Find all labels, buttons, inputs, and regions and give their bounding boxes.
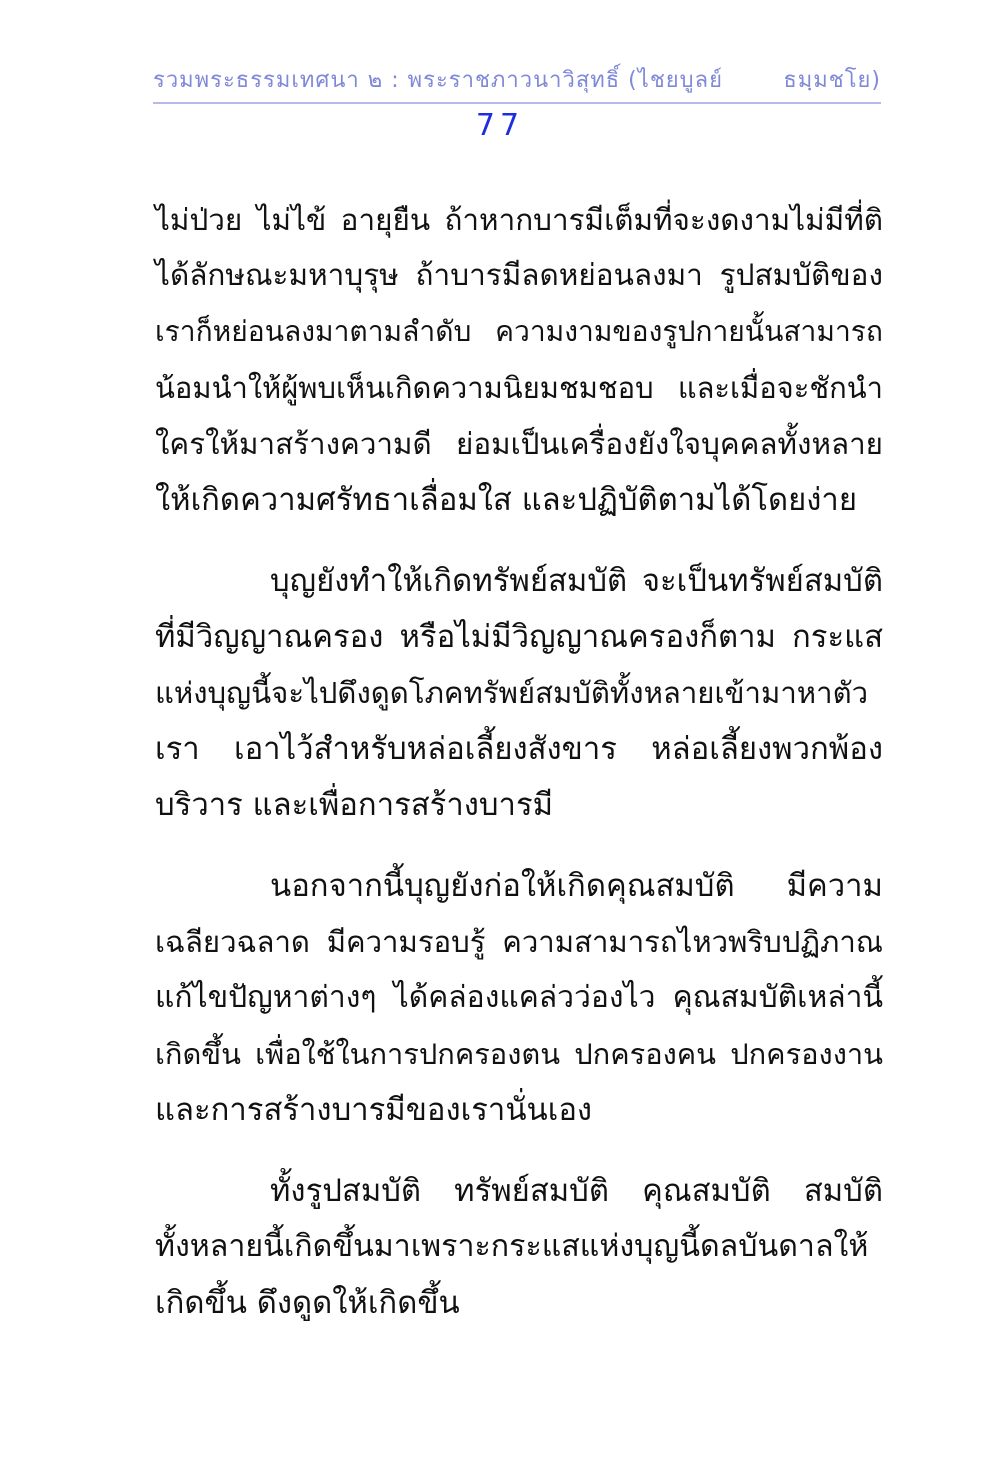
text-line: แก้ไขปัญหาต่างๆ ได้คล่องแคล่วว่องไว คุณสมบัติเหล่านี้	[155, 980, 883, 1015]
text-line: บุญยังทำให้เกิดทรัพย์สมบัติ จะเป็นทรัพย์สมบัติ	[270, 563, 883, 599]
body-text	[155, 192, 883, 1331]
page-number: 77	[475, 108, 525, 143]
header-title-right: ธมฺมชโย)	[783, 68, 881, 93]
header-title-left: รวมพระธรรมเทศนา ๒ : พระราชภาวนาวิสุทธิ์ (ไชยบูลย์	[153, 68, 723, 93]
text-line: เกิดขึ้น ดึงดูดให้เกิดขึ้น	[155, 1285, 460, 1321]
text-line: ให้เกิดความศรัทธาเลื่อมใส และปฏิบัติตามได้โดยง่าย	[155, 482, 857, 518]
text-line: และการสร้างบารมีของเรานั่นเอง	[155, 1092, 593, 1128]
paragraph	[155, 192, 883, 528]
paragraph	[155, 858, 883, 1138]
text-line: ทั้งรูปสมบัติ ทรัพย์สมบัติ คุณสมบัติ สมบัติ	[270, 1173, 883, 1209]
text-line: นอกจากนี้บุญยังก่อให้เกิดคุณสมบัติ มีความ	[270, 868, 883, 904]
text-line: เรา เอาไว้สำหรับหล่อเลี้ยงสังขาร หล่อเลี้ยงพวกพ้อง	[155, 731, 883, 767]
text-line: ที่มีวิญญาณครอง หรือไม่มีวิญญาณครองก็ตาม กระแส	[155, 619, 883, 655]
text-line: แห่งบุญนี้จะไปดึงดูดโภคทรัพย์สมบัติทั้งหลายเข้ามาหาตัว	[155, 676, 869, 710]
paragraph	[155, 553, 883, 833]
text-line: เราก็หย่อนลงมาตามลำดับ ความงามของรูปกายนั้นสามารถ	[155, 315, 883, 348]
text-line: เฉลียวฉลาด มีความรอบรู้ ความสามารถไหวพริบปฏิภาณ	[155, 925, 883, 959]
text-line: ใครให้มาสร้างความดี ย่อมเป็นเครื่องยังใจบุคคลทั้งหลาย	[155, 427, 883, 461]
text-line: ได้ลักษณะมหาบุรุษ ถ้าบารมีลดหย่อนลงมา รูปสมบัติของ	[155, 258, 883, 293]
text-line: บริวาร และเพื่อการสร้างบารมี	[155, 787, 554, 823]
text-line: ทั้งหลายนี้เกิดขึ้นมาเพราะกระแสแห่งบุญนี้ดลบันดาลให้	[155, 1229, 869, 1264]
text-line: น้อมนำให้ผู้พบเห็นเกิดความนิยมชมชอบ และเมื่อจะชักนำ	[155, 371, 883, 405]
running-header	[153, 62, 881, 104]
paragraph	[155, 1163, 883, 1331]
text-line: เกิดขึ้น เพื่อใช้ในการปกครองตน ปกครองคน ปกครองงาน	[155, 1037, 883, 1071]
text-line: ไม่ป่วย ไม่ไข้ อายุยืน ถ้าหากบารมีเต็มที่จะงดงามไม่มีที่ติ	[155, 202, 883, 237]
